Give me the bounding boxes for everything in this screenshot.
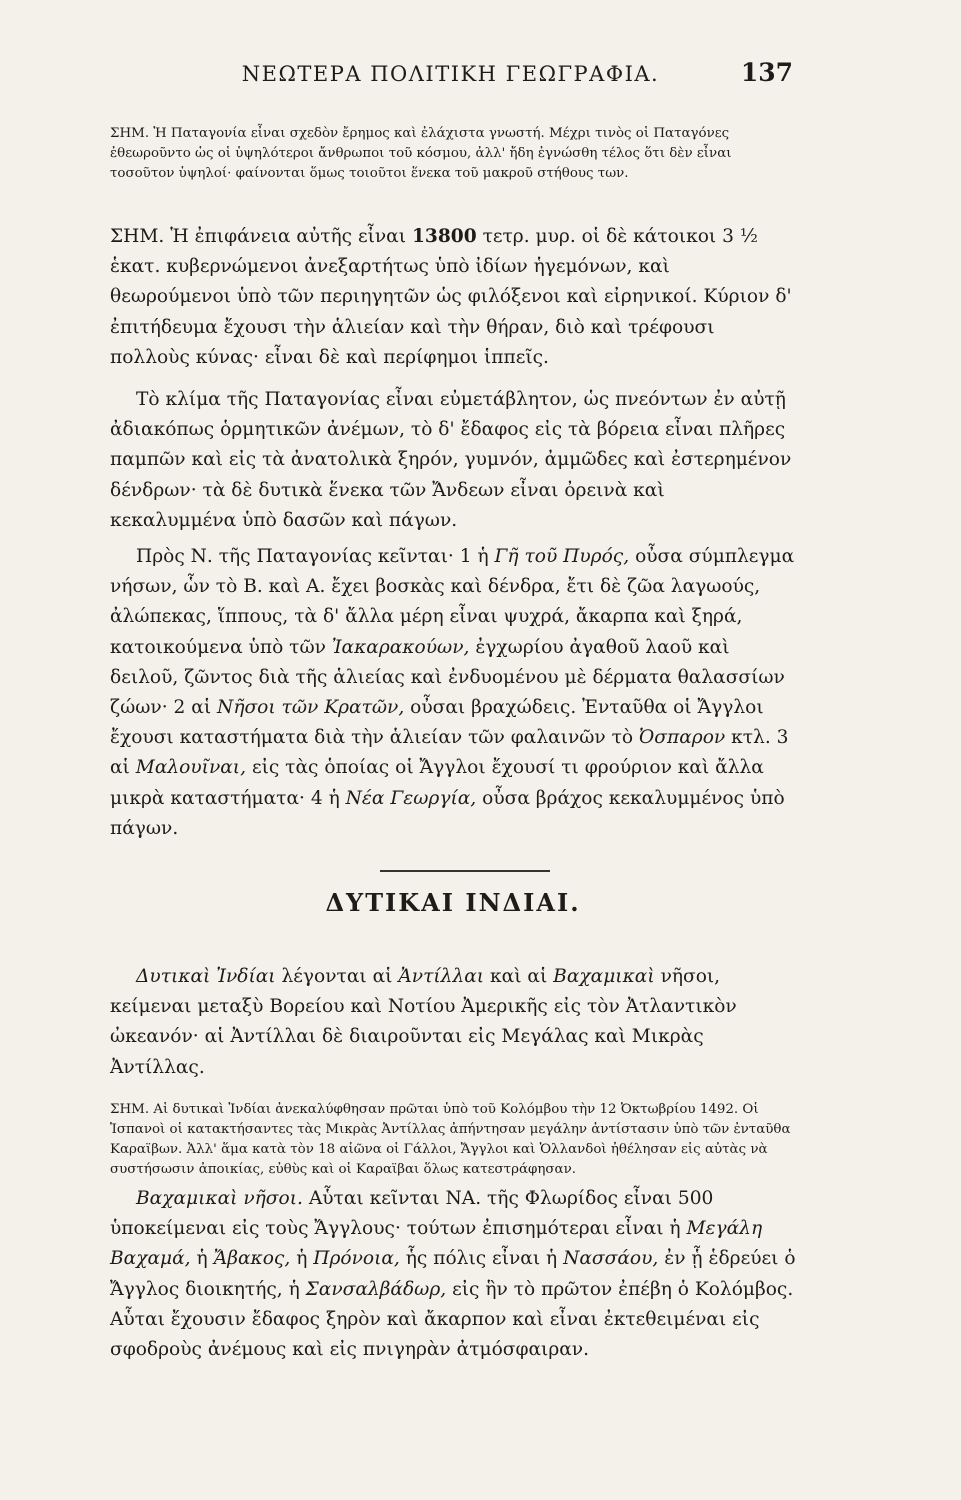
note-patagonia-people: ΣΗΜ. Ἡ Παταγονία εἶναι σχεδὸν ἔρημος καὶ ἐλάχιστα γνωστή. Μέχρι τινὸς οἱ Παταγόνες ἐθεωροῦντο ὡς οἱ ὑψηλότεροι ἄνθρωποι τοῦ κόσμου, ἀλλ' ἤδη ἐγνώσθη τέλος ὅτι δὲν εἶναι τοσοῦτον ὑψηλοί· φαίνονται ὅμως τοιοῦτοι ἕνεκα τοῦ μακροῦ στήθους των.: [110, 126, 732, 181]
bahamas-text: Αὗται κεῖνται ΝΑ. τῆς Φλωρίδος εἶναι 500 ὑποκείμεναι εἰς τοὺς Ἄγγλους· τούτων ἐπισημότεραι εἶναι ἡ: [110, 1188, 714, 1240]
place-name: Μαλουῖναι,: [135, 757, 247, 779]
area-figure: 13800: [411, 226, 477, 247]
note2-text: τετρ. μυρ. οἱ δὲ κάτοικοι 3 ½ ἑκατ. κυβερνώμενοι ἀνεξαρτήτως ὑπὸ ἰδίων ἡγεμόνων, καὶ θεωρούμενοι ὑπὸ τῶν περιηγητῶν ὡς φιλόξενοι καὶ εἰρηνικοί. Κύριον δ' ἐπιτήδευμα ἔχουσι τὴν ἁλιείαν καὶ τὴν θήραν, διὸ καὶ τρέφουσι πολλοὺς κύνας· εἶναι δὲ καὶ περίφημοι ἱππεῖς.: [110, 226, 792, 368]
place-name: Δυτικαὶ Ἰνδίαι: [136, 966, 276, 987]
place-name: Βαχαμικαὶ: [553, 966, 655, 987]
islands-paragraph: [110, 542, 796, 844]
bahamas-text: ἡ: [296, 1248, 308, 1270]
place-name: Ὀσπαρον: [639, 727, 726, 749]
bahamas-text: εἰς ἣν τὸ πρῶτον ἐπέβη ὁ Κολόμβος. Αὗται ἔχουσιν ἔδαφος ξηρὸν καὶ ἄκαρπον καὶ εἶναι ἐκτεθειμέναι εἰς σφοδροὺς ἀνέμους καὶ εἰς πνιγηρὰν ἀτμόσφαιραν.: [110, 1278, 794, 1361]
section-heading: ΔΥΤΙΚΑΙ ΙΝΔΙΑΙ.: [325, 888, 581, 917]
islands-text: εἰς τὰς ὁποίας οἱ Ἄγγλοι ἔχουσί τι φρούριον καὶ ἄλλα μικρὰ καταστήματα· 4 ἡ: [110, 757, 764, 809]
place-name: Βαχαμικαὶ νῆσοι.: [136, 1188, 303, 1209]
islands-text: κτλ. 3 αἱ: [110, 727, 789, 779]
bahamas-text: ἧς πόλις εἶναι ἡ: [405, 1248, 558, 1270]
place-name: Πρόνοια,: [313, 1248, 400, 1270]
intro-text: λέγονται αἱ: [281, 966, 393, 987]
place-name: Νῆσοι τῶν Κρατῶν,: [217, 697, 405, 719]
running-header: ΝΕΩΤΕΡΑ ΠΟΛΙΤΙΚΗ ΓΕΩΓΡΑΦΙΑ.: [241, 62, 660, 86]
bahamas-text: ἐν ᾗ ἑδρεύει ὁ Ἄγγλος διοικητής, ἡ: [110, 1248, 796, 1300]
place-name: Γῆ τοῦ Πυρός,: [494, 546, 630, 567]
place-name: Ἄβακος,: [213, 1248, 291, 1270]
people-name: Ἰακαρακούων,: [331, 636, 470, 658]
islands-text: οὖσα βράχος κεκαλυμμένος ὑπὸ πάγων.: [110, 787, 785, 839]
islands-text: οὖσαι βραχώδεις. Ἐνταῦθα οἱ Ἄγγλοι ἔχουσι καταστήματα διὰ τὴν ἁλιείαν τῶν φαλαινῶν τὸ: [110, 697, 764, 749]
west-indies-note: ΣΗΜ. Αἱ δυτικαὶ Ἰνδίαι ἀνεκαλύφθησαν πρῶται ὑπὸ τοῦ Κολόμβου τὴν 12 Ὀκτωβρίου 1492. Οἱ Ἱσπανοὶ οἱ κατακτήσαντες τὰς Μικρὰς Ἀντίλλας ἀπήντησαν μεγάλην ἀντίστασιν ὑπὸ τῶν ἐνταῦθα Καραϊβων. Ἀλλ' ἅμα κατὰ τὸν 18 αἰῶνα οἱ Γάλλοι, Ἄγγλοι καὶ Ὁλλανδοὶ ἠθέλησαν εἰς αὐτὰς νὰ συστήσωσιν ἀποικίας, εὐθὺς καὶ οἱ Καραϊβαι ὅλως κατεστράφησαν.: [110, 1102, 791, 1177]
islands-text: ἐγχωρίου ἀγαθοῦ λαοῦ καὶ δειλοῦ, ζῶντος διὰ τῆς ἁλιείας καὶ ἐνδυομένου μὲ δέρματα θαλασσίων ζώων· 2 αἱ: [110, 636, 785, 719]
place-name: Μεγάλη Βαχαμά,: [110, 1218, 763, 1270]
intro-text: νῆσοι, κείμεναι μεταξὺ Βορείου καὶ Νοτίου Ἀμερικῆς εἰς τὸν Ἀτλαντικὸν ὠκεανόν· αἱ Ἀντίλλαι δὲ διαιροῦνται εἰς Μεγάλας καὶ Μικρὰς Ἀντίλλας.: [110, 966, 737, 1078]
climate-paragraph: Τὸ κλίμα τῆς Παταγονίας εἶναι εὐμετάβλητον, ὡς πνεόντων ἐν αὐτῇ ἀδιακόπως ὁρμητικῶν ἀνέμων, τὸ δ' ἔδαφος εἰς τὰ βόρεια εἶναι πλῆρες παμπῶν καὶ εἰς τὰ ἀνατολικὰ ξηρόν, γυμνόν, ἀμμῶδες καὶ ἐστερημένον δένδρων· τὰ δὲ δυτικὰ ἕνεκα τῶν Ἄνδεων εἶναι ὀρεινὰ καὶ κεκαλυμμένα ὑπὸ δασῶν καὶ πάγων.: [110, 389, 792, 531]
islands-text: οὖσα σύμπλεγμα νήσων, ὧν τὸ Β. καὶ Α. ἔχει βοσκὰς καὶ δένδρα, ἔτι δὲ ζῶα λαγωούς, ἀλώπεκας, ἵππους, τὰ δ' ἄλλα μέρη εἶναι ψυχρά, ἄκαρπα καὶ ξηρά, κατοικούμενα ὑπὸ τῶν: [110, 546, 795, 658]
place-name: Ἀντίλλαι: [398, 966, 485, 987]
place-name: Νέα Γεωργία,: [345, 787, 477, 809]
place-name: Σανσαλβάδωρ,: [305, 1278, 447, 1300]
section-divider: [380, 870, 550, 872]
west-indies-intro: [110, 962, 796, 1083]
bahamas-paragraph: [110, 1184, 796, 1365]
islands-text: Πρὸς Ν. τῆς Παταγονίας κεῖνται· 1 ἡ: [136, 546, 489, 567]
bahamas-text: ἡ: [196, 1248, 208, 1270]
page-number: 137: [740, 58, 793, 87]
intro-text: καὶ αἱ: [490, 966, 548, 987]
note-patagonia-area: [110, 222, 796, 373]
place-name: Νασσάου,: [563, 1248, 659, 1270]
note2-lead: ΣΗΜ. Ἡ ἐπιφάνεια αὐτῆς εἶναι: [110, 226, 407, 247]
